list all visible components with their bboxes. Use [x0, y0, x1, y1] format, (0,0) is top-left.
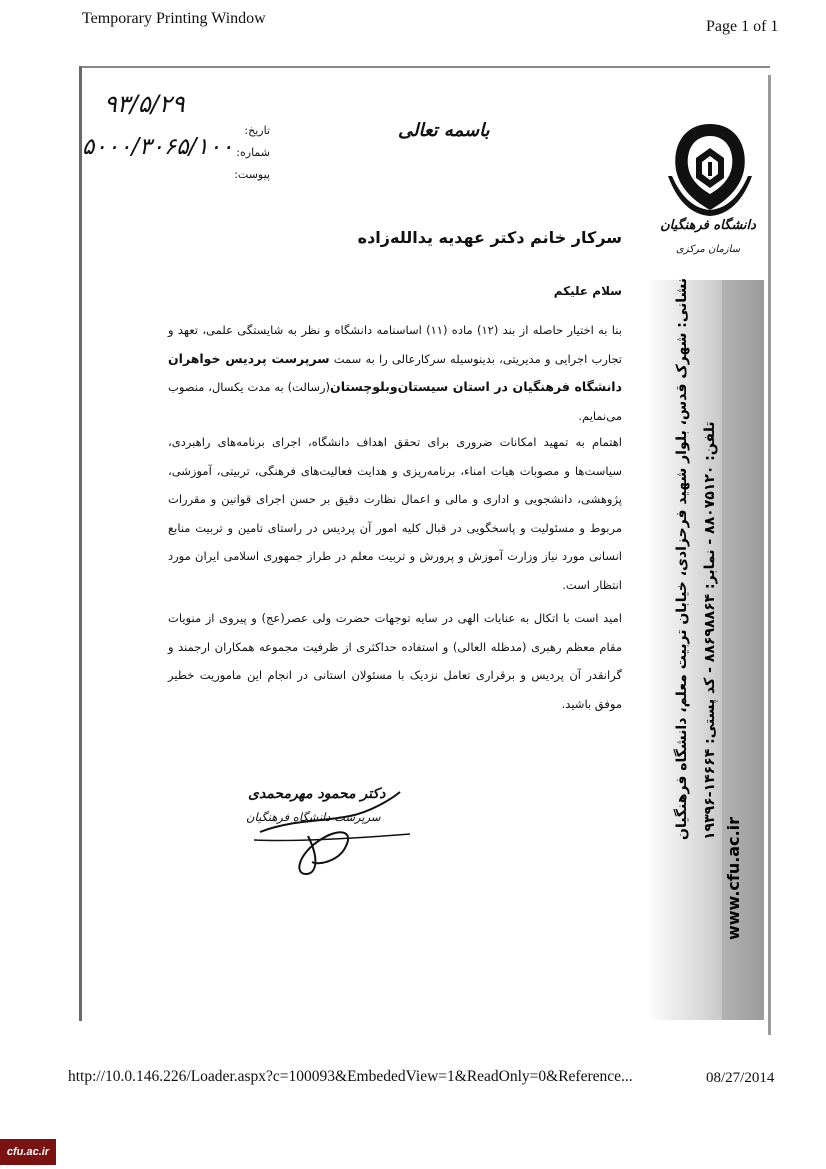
paragraph-appointment: [168, 316, 622, 430]
handwritten-number: ۵۰۰۰/۳۰۶۵/۱۰۰: [82, 134, 234, 160]
letter-meta-labels: [236, 120, 270, 186]
paragraph-duties-text: اهتمام به تمهید امکانات ضروری برای تحقق اهداف دانشگاه، اجرای برنامه‌های راهبردی، سیاست‌ها و مصوبات هیات امناء، برنامه‌ریزی و هدایت فعالیت‌های فرهنگی، تربیتی، آموزشی، پژوهشی، دانشجویی و اداری و مالی و اعمال نظارت دقیق بر حسن اجرای قوانین و مقررات مربوط و مسئولیت و پاسخگویی در قبال کلیه امور آن پردیس در راستای تامین و تربیت منابع انسانی مورد نیاز وزارت آموزش و پرورش و تربیت معلم در طراز جمهوری اسلامی ایران مورد انتظار است.: [168, 435, 622, 592]
paragraph-closing-text: امید است با اتکال به عنایات الهی در سایه توجهات حضرت ولی عصر(عج) و پیروی از منویات مقام معظم رهبری (مدظله العالی) و استفاده حداکثری از ظرفیت مجموعه همکاران ارجمند و گرانقدر آن پردیس و برقراری تعامل نزدیک با مسئولان استانی در انجام این ماموریت خطیر موفق باشید.: [168, 611, 622, 711]
footer-url: http://10.0.146.226/Loader.aspx?c=100093&EmbededView=1&ReadOnly=0&Reference...: [68, 1068, 633, 1085]
paragraph-duties: [168, 428, 622, 599]
paragraph-closing: [168, 604, 622, 718]
number-label: شماره:: [236, 146, 270, 159]
basmala-heading: باسمه تعالی: [398, 120, 490, 141]
side-phone: تلفن: ۸۸۰۷۵۱۲۰ - نمابر: ۸۸۶۹۸۸۶۴ - کد پستی: ۱۴۶۶۴-۱۹۳۹۶: [702, 421, 718, 840]
footer-date: 08/27/2014: [706, 1070, 775, 1086]
handwritten-date: ۹۳/۵/۲۹: [104, 90, 185, 118]
logo-subcaption: سازمان مرکزی: [675, 244, 741, 255]
side-website: www.cfu.ac.ir: [724, 816, 743, 940]
side-contact-text: [646, 277, 764, 1020]
signer-title: سرپرست دانشگاه فرهنگیان: [246, 810, 381, 824]
page-indicator: Page 1 of 1: [706, 18, 779, 35]
appointment-term: (رسالت) به مدت یکسال، منصوب می‌نمایم.: [168, 380, 622, 423]
attachment-label: پیوست:: [234, 168, 270, 181]
date-label: تاریخ:: [244, 124, 270, 137]
scan-edge-left: [79, 66, 82, 1021]
recipient-salutation: سرکار خانم دکتر عهدیه یدالله‌زاده: [357, 228, 622, 247]
side-address: نشانی: شهرک قدس، بلوار شهید فرحزادی، خیابان تربیت معلم، دانشگاه فرهنگیان: [674, 277, 690, 840]
scan-edge-top: [80, 66, 770, 68]
watermark-badge: cfu.ac.ir: [0, 1139, 56, 1165]
appointment-position: سرپرست پردیس خواهران دانشگاه فرهنگیان در استان سیستان‌وبلوچستان: [168, 350, 622, 394]
logo-caption: دانشگاه فرهنگیان: [660, 218, 756, 233]
greeting: سلام علیکم: [553, 284, 622, 298]
signer-name: دکتر محمود مهرمحمدی: [248, 786, 386, 802]
print-window-title: Temporary Printing Window: [82, 10, 266, 27]
scan-edge-right: [768, 75, 771, 1035]
paragraph-appointment-text: بنا به اختیار حاصله از بند (۱۲) ماده (۱۱) اساسنامه دانشگاه و نظر به شایستگی علمی، تعهد و تجارب اجرایی و مدیریتی، بدینوسیله سرکارعالی را به سمت: [168, 323, 623, 366]
